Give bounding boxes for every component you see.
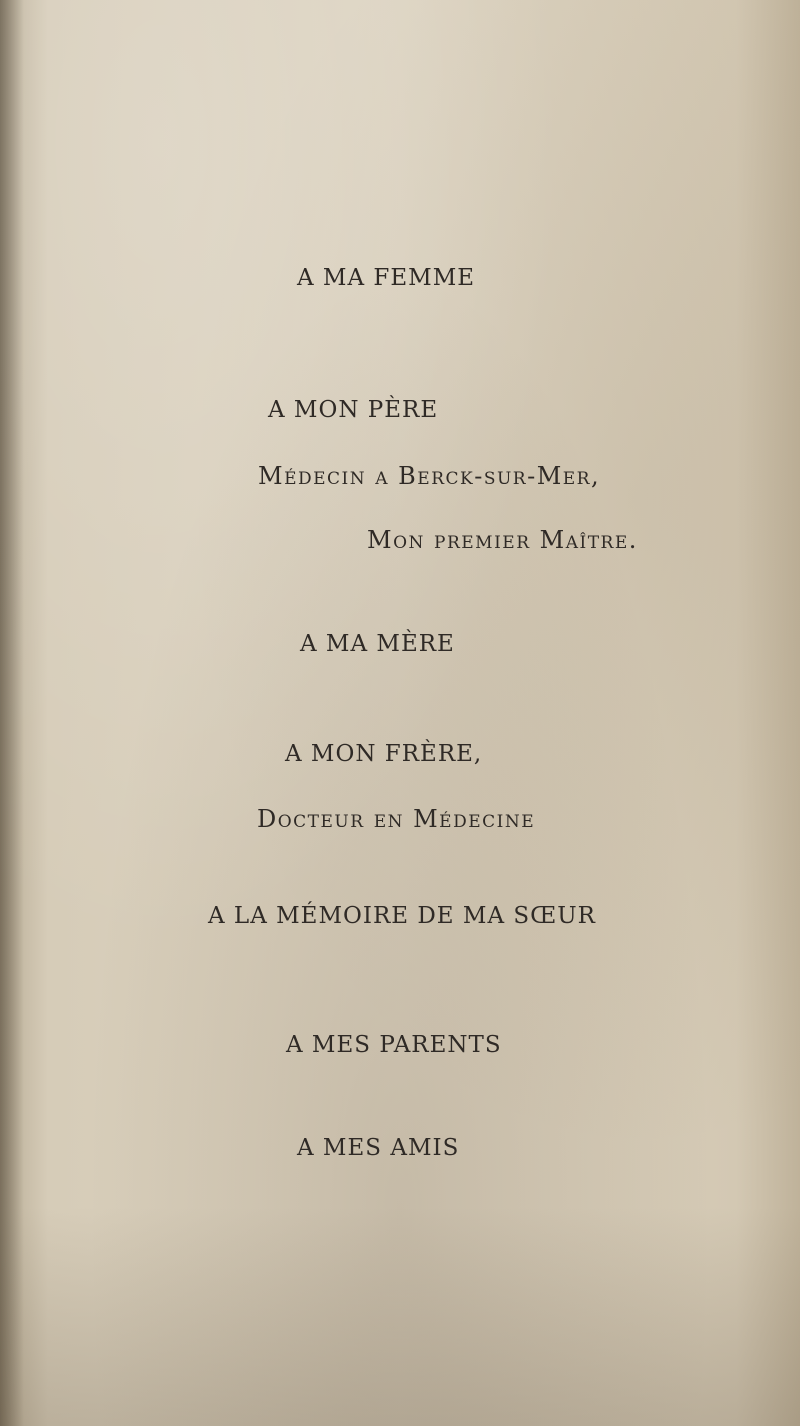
dedication-parents: A MES PARENTS [286, 1032, 502, 1058]
dedication-frere-line1: Docteur en Médecine [257, 805, 536, 833]
dedication-femme: A MA FEMME [297, 265, 476, 291]
dedication-pere-line1: Médecin a Berck-sur-Mer, [258, 462, 601, 490]
dedication-pere-title: A MON PÈRE [268, 397, 439, 423]
dedication-soeur: A LA MÉMOIRE DE MA SŒUR [208, 903, 596, 929]
dedication-mere: A MA MÈRE [300, 631, 455, 657]
dedication-amis: A MES AMIS [297, 1135, 460, 1161]
dedication-frere-title: A MON FRÈRE, [285, 741, 483, 767]
dedication-pere-line2: Mon premier Maître. [367, 526, 638, 554]
page-bottom-shadow [0, 1206, 800, 1426]
